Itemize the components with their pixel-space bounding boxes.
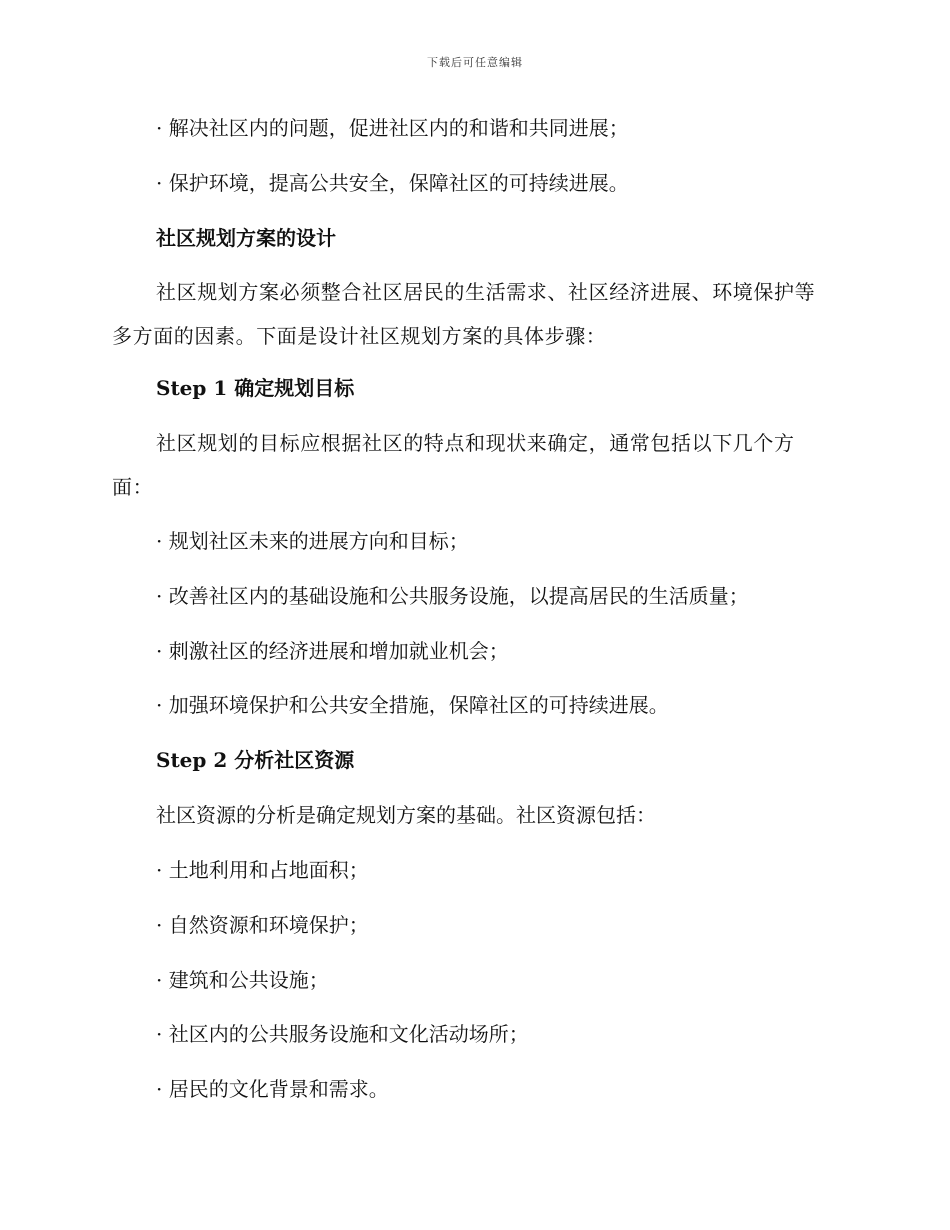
bullet-item: · 刺激社区的经济进展和增加就业机会； (156, 639, 509, 663)
step2-heading: Step 2 分析社区资源 (156, 748, 355, 772)
bullet-item: · 社区内的公共服务设施和文化活动场所； (156, 1022, 529, 1046)
bullet-item: · 规划社区未来的进展方向和目标； (156, 529, 469, 553)
step2-paragraph: 社区资源的分析是确定规划方案的基础。社区资源包括： (156, 803, 656, 827)
bullet-item: · 改善社区内的基础设施和公共服务设施，以提高居民的生活质量； (156, 584, 749, 608)
step1-heading: Step 1 确定规划目标 (156, 376, 355, 400)
bullet-item: · 自然资源和环境保护； (156, 913, 369, 937)
section-paragraph: 社区规划方案必须整合社区居民的生活需求、社区经济进展、环境保护等多方面的因素。下面是设计社区规划方案的具体步骤： (112, 280, 816, 348)
bullet-item: · 保护环境，提高公共安全，保障社区的可持续进展。 (156, 171, 629, 195)
bullet-item: · 加强环境保护和公共安全措施，保障社区的可持续进展。 (156, 693, 669, 717)
step1-paragraph: 社区规划的目标应根据社区的特点和现状来确定，通常包括以下几个方面： (112, 431, 795, 499)
bullet-item: · 居民的文化背景和需求。 (156, 1077, 389, 1101)
section-heading: 社区规划方案的设计 (156, 226, 336, 250)
bullet-item: · 建筑和公共设施； (156, 968, 329, 992)
bullet-item: · 解决社区内的问题，促进社区内的和谐和共同进展； (156, 116, 629, 140)
bullet-item: · 土地利用和占地面积； (156, 858, 369, 882)
page-header: 下载后可任意编辑 (427, 56, 523, 69)
